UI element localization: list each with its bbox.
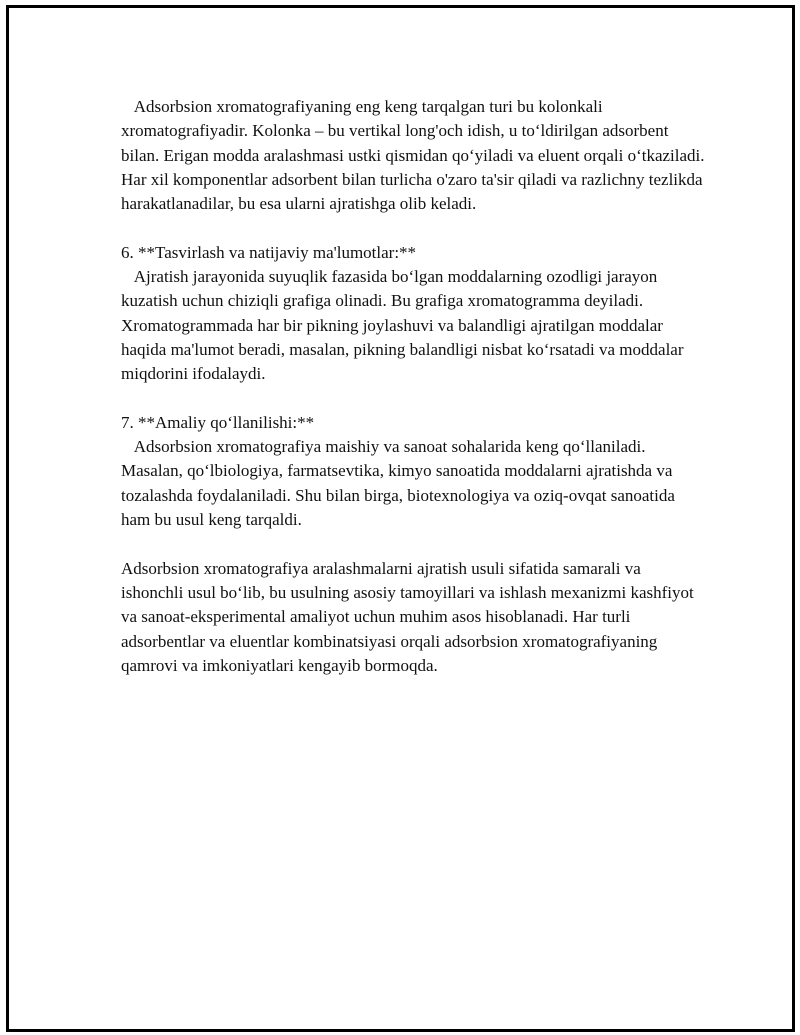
section-7-paragraph: Adsorbsion xromatografiya maishiy va sanoat sohalarida keng qo‘llaniladi. Masalan, qo‘lbiologiya, farmatsevtika, kimyo sanoatida moddalarni ajratishda va tozalashda foydalaniladi. Shu bilan birga, biotexnologiya va oziq-ovqat sanoatida ham bu usul keng tarqaldi. bbox=[121, 437, 680, 530]
document-page bbox=[6, 5, 795, 1032]
section-6-paragraph: Ajratish jarayonida suyuqlik fazasida bo‘lgan moddalarning ozodligi jarayon kuzatish uchun chiziqli grafiga olinadi. Bu grafiga xromatogramma deyiladi. Xromatogrammada har bir pikning joylashuvi va balandligi ajratilgan moddalar haqida ma'lumot beradi, masalan, pikning balandligi nisbat ko‘rsatadi va moddalar miqdorini ifodalaydi. bbox=[121, 267, 688, 384]
section-6-heading: 6. **Tasvirlash va natijaviy ma'lumotlar:** bbox=[121, 242, 417, 262]
paragraph-gap bbox=[121, 532, 706, 556]
section-7-heading: 7. **Amaliy qo‘llanilishi:** bbox=[121, 412, 315, 432]
document-body bbox=[121, 95, 709, 678]
paragraph-gap bbox=[121, 216, 706, 240]
conclusion-paragraph: Adsorbsion xromatografiya aralashmalarni ajratish usuli sifatida samarali va ishonchli usul bo‘lib, bu usulning asosiy tamoyillari va ishlash mexanizmi kashfiyot va sanoat-eksperimental amaliyot uchun muhim asos hisoblanadi. Har turli adsorbentlar va eluentlar kombinatsiyasi orqali adsorbsion xromatografiyaning qamrovi va imkoniyatlari kengayib bormoqda. bbox=[121, 558, 698, 675]
intro-paragraph: Adsorbsion xromatografiyaning eng keng tarqalgan turi bu kolonkali xromatografiyadir. Kolonka – bu vertikal long'och idish, u to‘ldirilgan adsorbent bilan. Erigan modda aralashmasi ustki qismidan qo‘yiladi va eluent orqali o‘tkaziladi. Har xil komponentlar adsorbent bilan turlicha o'zaro ta'sir qiladi va razlichny tezlikda harakatlanadilar, bu esa ularni ajratishga olib keladi. bbox=[121, 97, 709, 214]
paragraph-gap bbox=[121, 387, 706, 411]
